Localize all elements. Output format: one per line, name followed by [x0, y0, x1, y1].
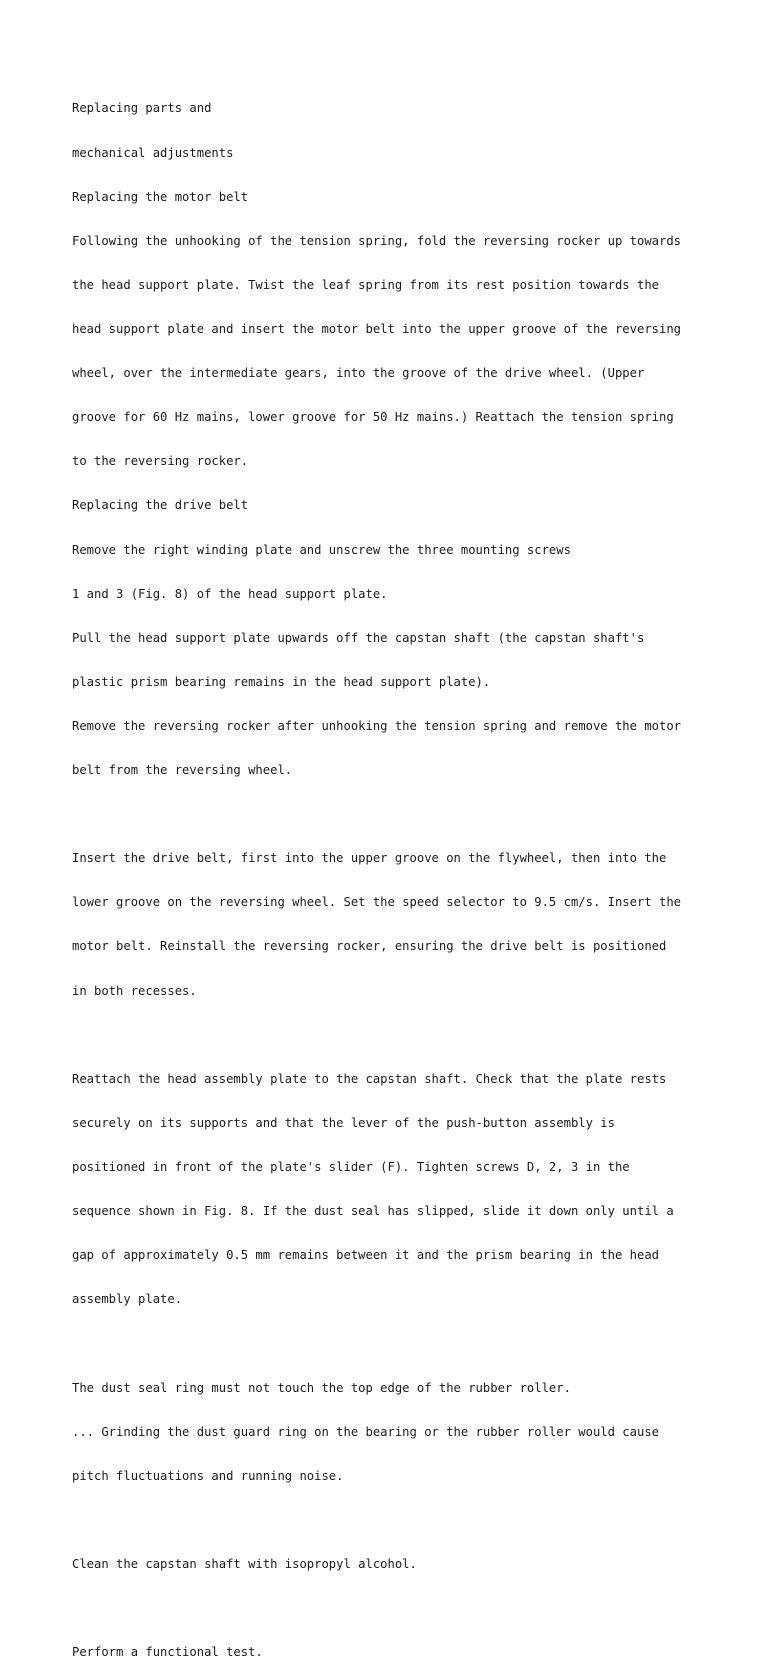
text-line: securely on its supports and that the lever of the push-button assembly is [72, 1115, 615, 1130]
text-line: motor belt. Reinstall the reversing rocker, ensuring the drive belt is positioned [72, 939, 667, 954]
blank-line [72, 1028, 762, 1043]
text-line: to the reversing rocker. [72, 454, 249, 469]
text-line: Clean the capstan shaft with isopropyl alcohol. [72, 1556, 417, 1571]
text-line: Pull the head support plate upwards off the capstan shaft (the capstan shaft's [72, 630, 645, 645]
text-line: Following the unhooking of the tension spring, fold the reversing rocker up towards [72, 233, 682, 248]
text-line: lower groove on the reversing wheel. Set the speed selector to 9.5 cm/s. Insert the [72, 895, 682, 910]
text-line: Insert the drive belt, first into the upper groove on the flywheel, then into the [72, 851, 667, 866]
text-line: pitch fluctuations and running noise. [72, 1468, 344, 1483]
blank-line [72, 1336, 762, 1351]
text-line: sequence shown in Fig. 8. If the dust seal has slipped, slide it down only until a [72, 1204, 674, 1219]
blank-line [72, 1601, 762, 1616]
text-line: belt from the reversing wheel. [72, 763, 293, 778]
text-line: Reattach the head assembly plate to the capstan shaft. Check that the plate rests [72, 1071, 667, 1086]
text-line: Remove the reversing rocker after unhooking the tension spring and remove the motor [72, 718, 682, 733]
text-line: groove for 60 Hz mains, lower groove for 50 Hz mains.) Reattach the tension spring [72, 410, 674, 425]
text-line: in both recesses. [72, 983, 197, 998]
text-line: the head support plate. Twist the leaf spring from its rest position towards the [72, 277, 659, 292]
section-heading: mechanical adjustments [72, 145, 234, 160]
text-line: plastic prism bearing remains in the head support plate). [72, 674, 491, 689]
subsection-heading: Replacing the drive belt [72, 498, 249, 513]
text-line: wheel, over the intermediate gears, into the groove of the drive wheel. (Upper [72, 366, 645, 381]
section-heading: Replacing parts and [72, 101, 212, 116]
text-line: 1 and 3 (Fig. 8) of the head support plate. [72, 586, 388, 601]
text-line: head support plate and insert the motor belt into the upper groove of the reversing [72, 321, 682, 336]
blank-line [72, 807, 762, 822]
blank-line [72, 1513, 762, 1528]
text-line: assembly plate. [72, 1292, 183, 1307]
text-line: ... Grinding the dust guard ring on the bearing or the rubber roller would cause [72, 1424, 659, 1439]
text-line: positioned in front of the plate's slider (F). Tighten screws D, 2, 3 in the [72, 1160, 630, 1174]
text-line: The dust seal ring must not touch the top edge of the rubber roller. [72, 1380, 571, 1395]
text-line: Remove the right winding plate and unscrew the three mounting screws [72, 542, 571, 557]
subsection-heading: Replacing the motor belt [72, 189, 249, 204]
document-body [72, 72, 762, 1675]
text-line: Perform a functional test. [72, 1645, 263, 1660]
text-line: gap of approximately 0.5 mm remains between it and the prism bearing in the head [72, 1248, 659, 1263]
